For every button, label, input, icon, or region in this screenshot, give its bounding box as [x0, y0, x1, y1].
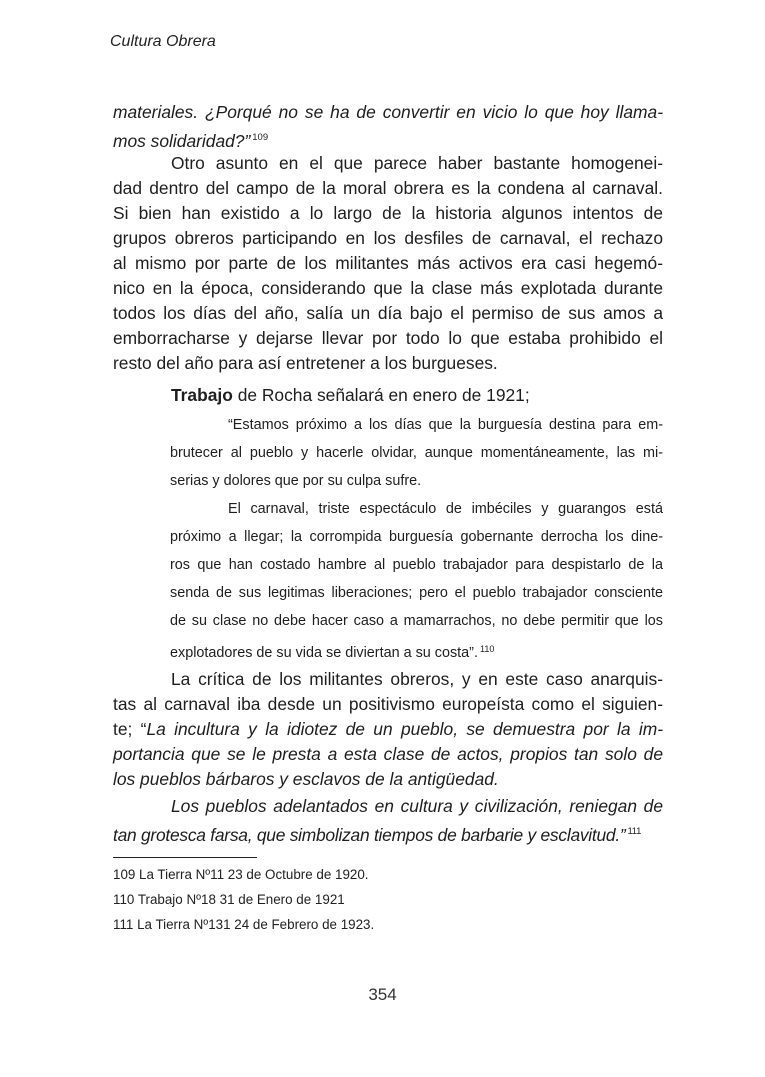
body-line: mos solidaridad?” $^{109}$ — [113, 131, 269, 151]
footnote-divider — [113, 857, 257, 858]
quote-line: serias y dolores que por su culpa sufre. — [170, 473, 422, 489]
body-line: dad dentro del campo de la moral obrera es la condena al carnaval. — [113, 178, 663, 198]
footnote-111: 111 La Tierra Nº131 24 de Febrero de 1923. — [113, 917, 375, 932]
body-line: nico en la época, considerando que la clase más explotada durante — [113, 278, 663, 298]
page-number: 354 — [368, 985, 397, 1004]
body-line: te; “La incultura y la idiotez de un pueblo, se demuestra por la im- — [113, 719, 663, 739]
footnote-109: 109 La Tierra Nº11 23 de Octubre de 1920. — [113, 867, 369, 882]
footnote-110: 110 Trabajo Nº18 31 de Enero de 1921 — [113, 892, 345, 907]
body-line: grupos obreros participando en los desfiles de carnaval, el rechazo — [113, 228, 663, 248]
quote-line: “Estamos próximo a los días que la burguesía destina para em- — [228, 417, 663, 433]
body-line: emborracharse y dejarse llevar por todo lo que estaba prohibido el — [113, 328, 663, 348]
body-line: los pueblos bárbaros y esclavos de la antigüedad. — [113, 769, 499, 789]
quote-line: ros que han costado hambre al pueblo trabajador para despistarlo de la — [170, 557, 663, 573]
body-line: tas al carnaval iba desde un positivismo europeísta como el siguien- — [113, 694, 663, 714]
body-line: Los pueblos adelantados en cultura y civilización, reniegan de — [171, 796, 663, 816]
newspaper-title: Trabajo — [171, 385, 233, 405]
body-line: Si bien han existido a lo largo de la historia algunos intentos de — [113, 203, 663, 223]
footnote-ref-109: 109 — [252, 132, 269, 143]
body-line: materiales. ¿Porqué no se ha de convertir en vicio lo que hoy llama- — [113, 102, 663, 122]
footnote-ref-111: 111 — [627, 826, 642, 837]
body-line: Otro asunto en el que parece haber bastante homogenei- — [171, 153, 663, 173]
body-line: resto del año para así entretener a los burgueses. — [113, 353, 498, 373]
quote-line: de su clase no debe hacer caso a mamarrachos, no debe permitir que los — [170, 613, 663, 629]
body-line: todos los días del año, salía un día bajo el permiso de sus amos a — [113, 303, 663, 323]
body-line: al mismo por parte de los militantes más activos era casi hegemó- — [113, 253, 663, 273]
quote-line: próximo a llegar; la corrompida burguesía gobernante derrocha los dine- — [170, 529, 663, 545]
body-line: tan grotesca farsa, que simbolizan tiempos de barbarie y esclavitud.” $^{111}$ — [113, 825, 642, 845]
body-line: Trabajo de Rocha señalará en enero de 1921; — [171, 385, 530, 405]
footnote-ref-110: 110 — [479, 644, 495, 654]
quote-line: brutecer al pueblo y hacerle olvidar, aunque momentáneamente, las mi- — [170, 445, 663, 461]
quote-line: explotadores de su vida se diviertan a su costa”. $^{110}$ — [170, 644, 495, 661]
quote-line: El carnaval, triste espectáculo de imbéciles y guarangos está — [228, 501, 663, 517]
body-line: portancia que se le presta a esta clase de actos, propios tan solo de — [113, 744, 663, 764]
quote-line: senda de sus legitimas liberaciones; pero el pueblo trabajador consciente — [170, 585, 663, 601]
body-line: La crítica de los militantes obreros, y en este caso anarquis- — [171, 669, 663, 689]
running-header: Cultura Obrera — [110, 33, 216, 50]
